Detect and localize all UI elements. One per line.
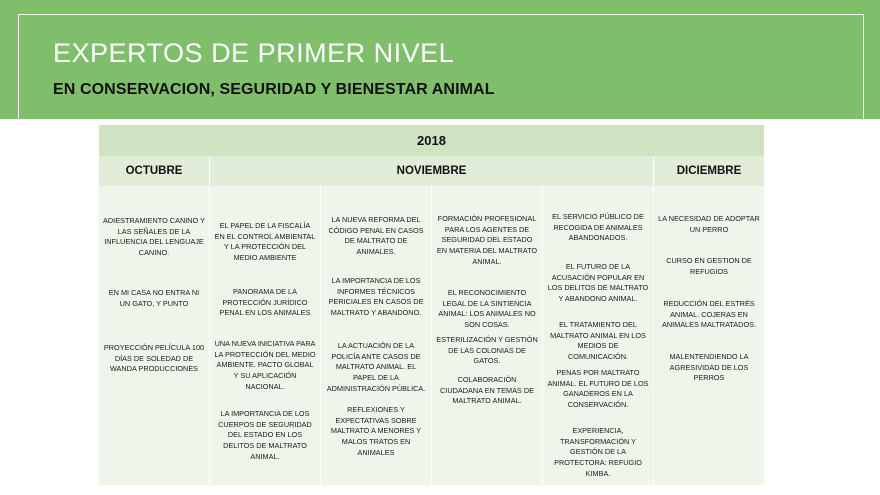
list-item: REFLEXIONES Y EXPECTATIVAS SOBRE MALTRATO A MENORES Y MALOS TRATOS EN ANIMALES bbox=[330, 405, 422, 457]
list-item: COLABORACIÓN CIUDADANA EN TEMAS DE MALTRATO ANIMAL. bbox=[440, 375, 534, 406]
year-header: 2018 bbox=[99, 125, 764, 156]
list-item: ESTERILIZACIÓN Y GESTIÓN DE LAS COLONIAS DE GATOS. bbox=[436, 335, 538, 366]
list-item: LA NECESIDAD DE ADOPTAR UN PERRO bbox=[658, 214, 760, 234]
list-item: PROYECCIÓN PELÍCULA 100 DÍAS DE SOLEDAD DE WANDA PRODUCCIONES bbox=[103, 343, 205, 374]
list-item: REDUCCIÓN DEL ESTRÉS ANIMAL. COJERAS EN ANIMALES MALTRATADOS. bbox=[661, 299, 757, 330]
list-item: LA IMPORTANCIA DE LOS CUERPOS DE SEGURIDAD DEL ESTADO EN LOS DELITOS DE MALTRATO ANIMAL. bbox=[218, 409, 312, 461]
list-item: LA NUEVA REFORMA DEL CÓDIGO PENAL EN CASOS DE MALTRATO DE ANIMALES. bbox=[328, 215, 424, 257]
list-item: EN MI CASA NO ENTRA NI UN GATO, Y PUNTO bbox=[108, 288, 200, 308]
page-title: EXPERTOS DE PRIMER NIVEL bbox=[53, 38, 455, 68]
list-item: EL TRATAMIENTO DEL MALTRATO ANIMAL EN LOS MEDIOS DE COMUNICACIÓN. bbox=[550, 320, 646, 362]
list-item: EXPERIENCIA, TRANSFORMACIÓN Y GESTIÓN DE LA PROTECTORA: REFUGIO KIMBA. bbox=[554, 426, 642, 478]
list-item: MALENTENDIENDO LA AGRESIVIDAD DE LOS PERROS bbox=[669, 352, 749, 383]
list-item: UNA NUEVA INICIATIVA PARA LA PROTECCIÓN DEL MEDIO AMBIENTE. PACTO GLOBAL Y SU APLICACIÓN NACIONAL. bbox=[214, 339, 316, 391]
month-december: DICIEMBRE bbox=[676, 165, 742, 177]
header-banner bbox=[0, 0, 880, 119]
list-item: ADIESTRAMIENTO CANINO Y LAS SEÑALES DE LA INFLUENCIA DEL LENGUAJE CANINO. bbox=[103, 216, 205, 258]
column-november-1 bbox=[210, 186, 321, 485]
column-november-4 bbox=[543, 186, 654, 485]
list-item: PANORAMA DE LA PROTECCIÓN JURÍDICO PENAL EN LOS ANIMALES bbox=[219, 287, 311, 318]
list-item: EL RECONOCIMIENTO LEGAL DE LA SINTIENCIA ANIMAL: LOS ANIMALES NO SON COSAS. bbox=[438, 288, 536, 330]
month-header-row bbox=[99, 156, 764, 186]
month-november: NOVIEMBRE bbox=[210, 156, 654, 186]
list-item: EL SERVICIO PÚBLICO DE RECOGIDA DE ANIMALES ABANDONADOS. bbox=[552, 212, 644, 243]
list-item: LA ACTUACIÓN DE LA POLICÍA ANTE CASOS DE MALTRATO ANIMAL. EL PAPEL DE LA ADMINISTRACIÓN PÚBLICA. bbox=[326, 341, 426, 393]
schedule-body bbox=[99, 186, 764, 485]
column-december bbox=[654, 186, 764, 485]
month-october: OCTUBRE bbox=[99, 156, 210, 186]
list-item: PENAS POR MALTRATO ANIMAL. EL FUTURO DE LOS GANADEROS EN LA CONSERVACIÓN. bbox=[547, 368, 649, 410]
column-november-2 bbox=[321, 186, 432, 485]
schedule-table bbox=[99, 125, 764, 485]
list-item: CURSO EN GESTION DE REFUGIOS bbox=[666, 256, 752, 276]
column-october bbox=[99, 186, 210, 485]
list-item: EL PAPEL DE LA FISCALÍA EN EL CONTROL AMBIENTAL Y LA PROTECCIÓN DEL MEDIO AMBIENTE bbox=[214, 221, 316, 263]
list-item: EL FUTURO DE LA ACUSACIÓN POPULAR EN LOS DELITOS DE MALTRATO Y ABANDONO ANIMAL. bbox=[547, 262, 649, 304]
list-item: LA IMPORTANCIA DE LOS INFORMES TÉCNICOS PERICIALES EN CASOS DE MALTRATO Y ABANDONO. bbox=[328, 276, 424, 318]
page-subtitle: EN CONSERVACION, SEGURIDAD Y BIENESTAR ANIMAL bbox=[53, 81, 495, 98]
column-november-3 bbox=[432, 186, 543, 485]
list-item: FORMACIÓN PROFESIONAL PARA LOS AGENTES DE SEGURIDAD DEL ESTADO EN MATERIA DEL MALTRATO ANIMAL. bbox=[436, 214, 538, 266]
